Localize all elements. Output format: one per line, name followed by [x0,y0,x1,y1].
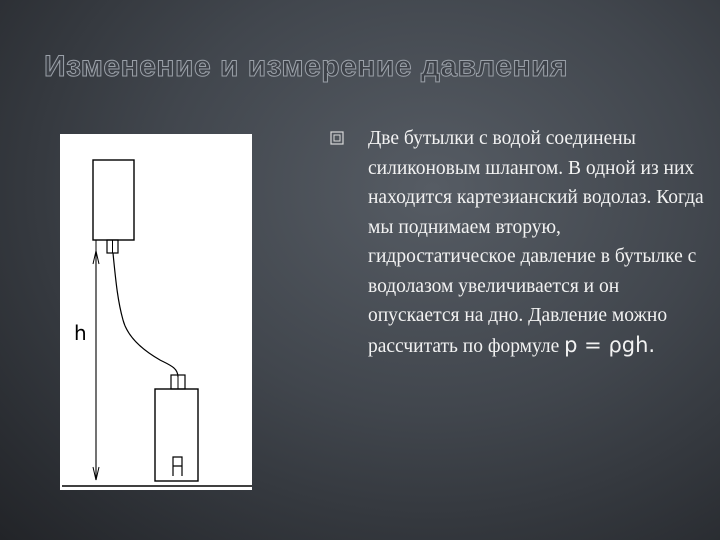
bottles-diagram [60,134,252,490]
bullet-text-block [368,124,713,361]
bottles-diagram-svg [60,134,252,490]
upper-bottle [93,160,134,240]
bullet-text: Две бутылки с водой соединены силиконовым шлангом. В одной из них находится картезианский водолаз. Когда мы поднимаем вторую, гидростатическое давление в бутылке с водолазом увеличивается и он опускается на дно. Давление можно рассчитать по формуле [368,128,704,357]
slide-title: Изменение и измерение давления [44,50,569,83]
lower-bottle [155,389,198,481]
pressure-formula: p = ρgh. [564,332,656,357]
square-bullet-icon [330,131,344,145]
cartesian-diver [173,457,182,476]
silicone-hose [113,253,178,377]
height-label: h [74,321,87,345]
